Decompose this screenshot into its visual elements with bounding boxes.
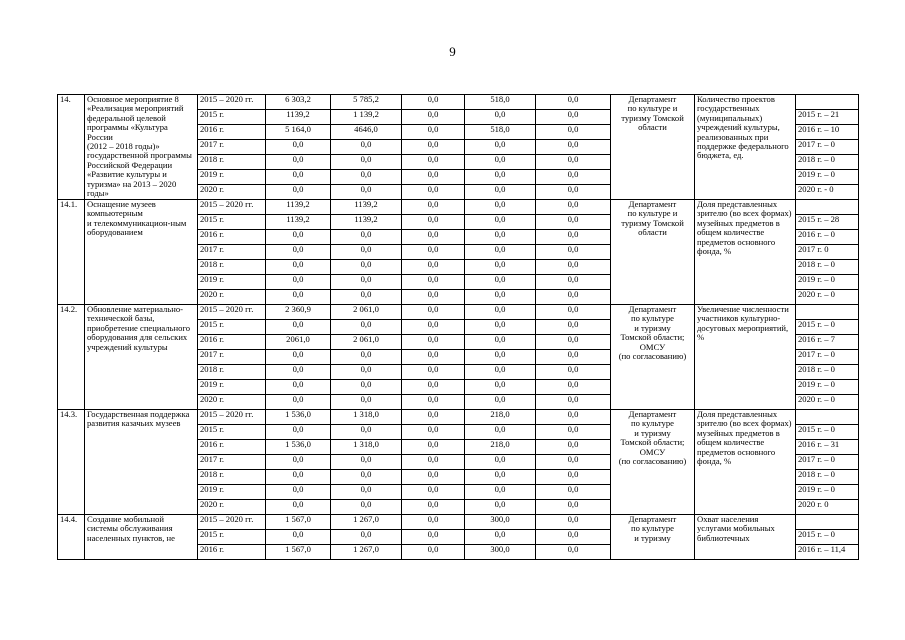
other-sources-cell: 0,0	[536, 95, 611, 110]
other-sources-cell: 0,0	[536, 530, 611, 545]
other-sources-cell: 0,0	[536, 470, 611, 485]
target-value-cell	[796, 95, 859, 110]
regional-budget-cell: 0,0	[402, 275, 465, 290]
period-cell: 2020 г.	[198, 500, 266, 515]
activity-number: 14.1.	[58, 200, 85, 305]
other-sources-cell: 0,0	[536, 515, 611, 530]
regional-budget-cell: 0,0	[402, 350, 465, 365]
total-cell: 2 360,9	[266, 305, 331, 320]
indicator-cell: Доля представленных зрителю (во всех формах) музейных предметов в общем количестве предметов основного фонда, %	[695, 200, 796, 305]
period-cell: 2017 г.	[198, 455, 266, 470]
target-value-cell: 2017 г. – 0	[796, 455, 859, 470]
target-value-cell: 2020 г. - 0	[796, 185, 859, 200]
federal-budget-cell: 0,0	[331, 245, 402, 260]
regional-budget-cell: 0,0	[402, 545, 465, 560]
total-cell: 0,0	[266, 245, 331, 260]
local-budget-cell: 0,0	[465, 425, 536, 440]
target-value-cell: 2020 г. 0	[796, 500, 859, 515]
period-cell: 2018 г.	[198, 470, 266, 485]
period-cell: 2016 г.	[198, 440, 266, 455]
regional-budget-cell: 0,0	[402, 335, 465, 350]
period-cell: 2015 г.	[198, 530, 266, 545]
federal-budget-cell: 1 267,0	[331, 545, 402, 560]
local-budget-cell: 0,0	[465, 215, 536, 230]
total-cell: 0,0	[266, 260, 331, 275]
target-value-cell: 2015 г. – 21	[796, 110, 859, 125]
target-value-cell: 2019 г. – 0	[796, 170, 859, 185]
federal-budget-cell: 1 318,0	[331, 410, 402, 425]
regional-budget-cell: 0,0	[402, 395, 465, 410]
target-value-cell: 2015 г. – 0	[796, 530, 859, 545]
regional-budget-cell: 0,0	[402, 290, 465, 305]
total-cell: 1139,2	[266, 110, 331, 125]
period-cell: 2016 г.	[198, 125, 266, 140]
other-sources-cell: 0,0	[536, 395, 611, 410]
table-row	[58, 95, 859, 110]
other-sources-cell: 0,0	[536, 350, 611, 365]
other-sources-cell: 0,0	[536, 455, 611, 470]
period-cell: 2020 г.	[198, 395, 266, 410]
target-value-cell: 2019 г. – 0	[796, 380, 859, 395]
total-cell: 1 536,0	[266, 440, 331, 455]
local-budget-cell: 0,0	[465, 365, 536, 380]
federal-budget-cell: 0,0	[331, 365, 402, 380]
regional-budget-cell: 0,0	[402, 155, 465, 170]
total-cell: 0,0	[266, 170, 331, 185]
activity-name: Обновление материально-технической базы, приобретение специального оборудования для сельских учреждений культуры	[85, 305, 198, 410]
local-budget-cell: 0,0	[465, 140, 536, 155]
total-cell: 0,0	[266, 395, 331, 410]
other-sources-cell: 0,0	[536, 335, 611, 350]
federal-budget-cell: 0,0	[331, 185, 402, 200]
regional-budget-cell: 0,0	[402, 110, 465, 125]
regional-budget-cell: 0,0	[402, 170, 465, 185]
total-cell: 0,0	[266, 365, 331, 380]
total-cell: 0,0	[266, 290, 331, 305]
period-cell: 2018 г.	[198, 365, 266, 380]
period-cell: 2016 г.	[198, 230, 266, 245]
activity-number: 14.2.	[58, 305, 85, 410]
regional-budget-cell: 0,0	[402, 455, 465, 470]
activity-name: Государственная поддержка развития казачьих музеев	[85, 410, 198, 515]
total-cell: 0,0	[266, 470, 331, 485]
total-cell: 0,0	[266, 500, 331, 515]
activity-name: Создание мобильной системы обслуживания населенных пунктов, не	[85, 515, 198, 560]
other-sources-cell: 0,0	[536, 485, 611, 500]
other-sources-cell: 0,0	[536, 170, 611, 185]
regional-budget-cell: 0,0	[402, 185, 465, 200]
activity-name: Оснащение музеев компьютерным и телекоммуникацион-ным оборудованием	[85, 200, 198, 305]
local-budget-cell: 0,0	[465, 320, 536, 335]
target-value-cell: 2018 г. – 0	[796, 260, 859, 275]
other-sources-cell: 0,0	[536, 200, 611, 215]
period-cell: 2018 г.	[198, 155, 266, 170]
target-value-cell: 2016 г. – 11,4	[796, 545, 859, 560]
total-cell: 1 567,0	[266, 515, 331, 530]
local-budget-cell: 0,0	[465, 470, 536, 485]
total-cell: 0,0	[266, 455, 331, 470]
page-number: 9	[449, 44, 456, 59]
target-value-cell: 2018 г. – 0	[796, 155, 859, 170]
target-value-cell	[796, 410, 859, 425]
period-cell: 2015 г.	[198, 110, 266, 125]
local-budget-cell: 0,0	[465, 290, 536, 305]
period-cell: 2015 – 2020 гг.	[198, 305, 266, 320]
target-value-cell: 2019 г. – 0	[796, 485, 859, 500]
total-cell: 1139,2	[266, 215, 331, 230]
target-value-cell: 2016 г. – 0	[796, 230, 859, 245]
federal-budget-cell: 0,0	[331, 320, 402, 335]
target-value-cell: 2017 г. – 0	[796, 350, 859, 365]
local-budget-cell: 0,0	[465, 350, 536, 365]
regional-budget-cell: 0,0	[402, 530, 465, 545]
local-budget-cell: 0,0	[465, 110, 536, 125]
regional-budget-cell: 0,0	[402, 140, 465, 155]
federal-budget-cell: 0,0	[331, 470, 402, 485]
federal-budget-cell: 4646,0	[331, 125, 402, 140]
period-cell: 2020 г.	[198, 185, 266, 200]
federal-budget-cell: 0,0	[331, 380, 402, 395]
regional-budget-cell: 0,0	[402, 485, 465, 500]
period-cell: 2019 г.	[198, 380, 266, 395]
total-cell: 0,0	[266, 185, 331, 200]
local-budget-cell: 0,0	[465, 380, 536, 395]
local-budget-cell: 0,0	[465, 500, 536, 515]
local-budget-cell: 0,0	[465, 245, 536, 260]
activity-number: 14.4.	[58, 515, 85, 560]
federal-budget-cell: 0,0	[331, 455, 402, 470]
other-sources-cell: 0,0	[536, 440, 611, 455]
period-cell: 2015 – 2020 гг.	[198, 95, 266, 110]
other-sources-cell: 0,0	[536, 500, 611, 515]
federal-budget-cell: 0,0	[331, 290, 402, 305]
total-cell: 2061,0	[266, 335, 331, 350]
regional-budget-cell: 0,0	[402, 470, 465, 485]
table-row	[58, 200, 859, 215]
target-value-cell: 2019 г. – 0	[796, 275, 859, 290]
other-sources-cell: 0,0	[536, 125, 611, 140]
regional-budget-cell: 0,0	[402, 125, 465, 140]
total-cell: 0,0	[266, 230, 331, 245]
total-cell: 0,0	[266, 275, 331, 290]
target-value-cell: 2020 г. – 0	[796, 290, 859, 305]
federal-budget-cell: 1 318,0	[331, 440, 402, 455]
regional-budget-cell: 0,0	[402, 230, 465, 245]
local-budget-cell: 0,0	[465, 185, 536, 200]
indicator-cell: Доля представленных зрителю (во всех формах) музейных предметов в общем количестве предметов основного фонда, %	[695, 410, 796, 515]
indicator-cell: Количество проектов государственных (муниципальных) учреждений культуры, реализованных при поддержке федерального бюджета, ед.	[695, 95, 796, 200]
period-cell: 2019 г.	[198, 170, 266, 185]
regional-budget-cell: 0,0	[402, 500, 465, 515]
activity-name: Основное мероприятие 8 «Реализация мероприятий федеральной целевой программы «Культура России (2012 – 2018 годы)» государственной программы Российской Федерации «Развитие культуры и туризма» на 2013 – 2020 годы»	[85, 95, 198, 200]
federal-budget-cell: 0,0	[331, 155, 402, 170]
period-cell: 2015 – 2020 гг.	[198, 515, 266, 530]
local-budget-cell: 0,0	[465, 455, 536, 470]
period-cell: 2016 г.	[198, 335, 266, 350]
federal-budget-cell: 0,0	[331, 395, 402, 410]
period-cell: 2020 г.	[198, 290, 266, 305]
local-budget-cell: 300,0	[465, 515, 536, 530]
local-budget-cell: 518,0	[465, 95, 536, 110]
total-cell: 5 164,0	[266, 125, 331, 140]
other-sources-cell: 0,0	[536, 245, 611, 260]
other-sources-cell: 0,0	[536, 545, 611, 560]
target-value-cell	[796, 305, 859, 320]
total-cell: 1139,2	[266, 200, 331, 215]
federal-budget-cell: 0,0	[331, 230, 402, 245]
target-value-cell	[796, 515, 859, 530]
local-budget-cell: 518,0	[465, 125, 536, 140]
other-sources-cell: 0,0	[536, 260, 611, 275]
regional-budget-cell: 0,0	[402, 215, 465, 230]
federal-budget-cell: 1139,2	[331, 200, 402, 215]
program-activities-table	[57, 94, 859, 560]
period-cell: 2015 г.	[198, 425, 266, 440]
federal-budget-cell: 1 139,2	[331, 110, 402, 125]
target-value-cell: 2015 г. – 0	[796, 425, 859, 440]
executor-cell: Департамент по культуре и туризму Томской области	[611, 200, 695, 305]
federal-budget-cell: 1139,2	[331, 215, 402, 230]
regional-budget-cell: 0,0	[402, 305, 465, 320]
other-sources-cell: 0,0	[536, 155, 611, 170]
target-value-cell: 2020 г. – 0	[796, 395, 859, 410]
federal-budget-cell: 1 267,0	[331, 515, 402, 530]
activity-number: 14.3.	[58, 410, 85, 515]
period-cell: 2015 г.	[198, 215, 266, 230]
regional-budget-cell: 0,0	[402, 245, 465, 260]
target-value-cell	[796, 200, 859, 215]
target-value-cell: 2017 г. – 0	[796, 140, 859, 155]
local-budget-cell: 0,0	[465, 155, 536, 170]
total-cell: 0,0	[266, 350, 331, 365]
total-cell: 1 536,0	[266, 410, 331, 425]
target-value-cell: 2015 г. – 0	[796, 320, 859, 335]
local-budget-cell: 0,0	[465, 395, 536, 410]
target-value-cell: 2016 г. – 7	[796, 335, 859, 350]
activity-number: 14.	[58, 95, 85, 200]
federal-budget-cell: 0,0	[331, 140, 402, 155]
regional-budget-cell: 0,0	[402, 200, 465, 215]
other-sources-cell: 0,0	[536, 365, 611, 380]
regional-budget-cell: 0,0	[402, 425, 465, 440]
period-cell: 2017 г.	[198, 350, 266, 365]
local-budget-cell: 0,0	[465, 335, 536, 350]
table-row	[58, 515, 859, 530]
total-cell: 0,0	[266, 485, 331, 500]
federal-budget-cell: 2 061,0	[331, 335, 402, 350]
other-sources-cell: 0,0	[536, 110, 611, 125]
other-sources-cell: 0,0	[536, 185, 611, 200]
other-sources-cell: 0,0	[536, 275, 611, 290]
total-cell: 0,0	[266, 320, 331, 335]
local-budget-cell: 300,0	[465, 545, 536, 560]
period-cell: 2017 г.	[198, 245, 266, 260]
total-cell: 6 303,2	[266, 95, 331, 110]
local-budget-cell: 0,0	[465, 530, 536, 545]
period-cell: 2017 г.	[198, 140, 266, 155]
regional-budget-cell: 0,0	[402, 410, 465, 425]
other-sources-cell: 0,0	[536, 290, 611, 305]
federal-budget-cell: 2 061,0	[331, 305, 402, 320]
executor-cell: Департамент по культуре и туризму Томской области; ОМСУ (по согласованию)	[611, 305, 695, 410]
total-cell: 0,0	[266, 140, 331, 155]
target-value-cell: 2018 г. – 0	[796, 365, 859, 380]
other-sources-cell: 0,0	[536, 320, 611, 335]
federal-budget-cell: 0,0	[331, 485, 402, 500]
period-cell: 2015 г.	[198, 320, 266, 335]
regional-budget-cell: 0,0	[402, 260, 465, 275]
federal-budget-cell: 0,0	[331, 170, 402, 185]
period-cell: 2018 г.	[198, 260, 266, 275]
federal-budget-cell: 0,0	[331, 530, 402, 545]
target-value-cell: 2016 г. – 10	[796, 125, 859, 140]
total-cell: 0,0	[266, 155, 331, 170]
local-budget-cell: 0,0	[465, 275, 536, 290]
table-body	[58, 95, 859, 560]
regional-budget-cell: 0,0	[402, 365, 465, 380]
total-cell: 0,0	[266, 425, 331, 440]
regional-budget-cell: 0,0	[402, 95, 465, 110]
period-cell: 2016 г.	[198, 545, 266, 560]
period-cell: 2019 г.	[198, 275, 266, 290]
federal-budget-cell: 0,0	[331, 260, 402, 275]
other-sources-cell: 0,0	[536, 305, 611, 320]
other-sources-cell: 0,0	[536, 410, 611, 425]
executor-cell: Департамент по культуре и туризму	[611, 515, 695, 560]
total-cell: 1 567,0	[266, 545, 331, 560]
regional-budget-cell: 0,0	[402, 320, 465, 335]
other-sources-cell: 0,0	[536, 215, 611, 230]
regional-budget-cell: 0,0	[402, 380, 465, 395]
total-cell: 0,0	[266, 530, 331, 545]
federal-budget-cell: 5 785,2	[331, 95, 402, 110]
total-cell: 0,0	[266, 380, 331, 395]
other-sources-cell: 0,0	[536, 230, 611, 245]
federal-budget-cell: 0,0	[331, 425, 402, 440]
period-cell: 2015 – 2020 гг.	[198, 410, 266, 425]
other-sources-cell: 0,0	[536, 425, 611, 440]
local-budget-cell: 0,0	[465, 230, 536, 245]
federal-budget-cell: 0,0	[331, 500, 402, 515]
local-budget-cell: 0,0	[465, 200, 536, 215]
period-cell: 2015 – 2020 гг.	[198, 200, 266, 215]
table-row	[58, 410, 859, 425]
target-value-cell: 2017 г. 0	[796, 245, 859, 260]
executor-cell: Департамент по культуре и туризму Томской области	[611, 95, 695, 200]
period-cell: 2019 г.	[198, 485, 266, 500]
local-budget-cell: 0,0	[465, 260, 536, 275]
local-budget-cell: 218,0	[465, 410, 536, 425]
target-value-cell: 2015 г. – 28	[796, 215, 859, 230]
local-budget-cell: 0,0	[465, 485, 536, 500]
regional-budget-cell: 0,0	[402, 440, 465, 455]
table-row	[58, 305, 859, 320]
other-sources-cell: 0,0	[536, 140, 611, 155]
federal-budget-cell: 0,0	[331, 275, 402, 290]
federal-budget-cell: 0,0	[331, 350, 402, 365]
target-value-cell: 2016 г. – 31	[796, 440, 859, 455]
regional-budget-cell: 0,0	[402, 515, 465, 530]
local-budget-cell: 218,0	[465, 440, 536, 455]
indicator-cell: Охват населения услугами мобильных библиотечных	[695, 515, 796, 560]
executor-cell: Департамент по культуре и туризму Томской области; ОМСУ (по согласованию)	[611, 410, 695, 515]
other-sources-cell: 0,0	[536, 380, 611, 395]
local-budget-cell: 0,0	[465, 170, 536, 185]
local-budget-cell: 0,0	[465, 305, 536, 320]
indicator-cell: Увеличение численности участников культурно-досуговых мероприятий, %	[695, 305, 796, 410]
target-value-cell: 2018 г. – 0	[796, 470, 859, 485]
